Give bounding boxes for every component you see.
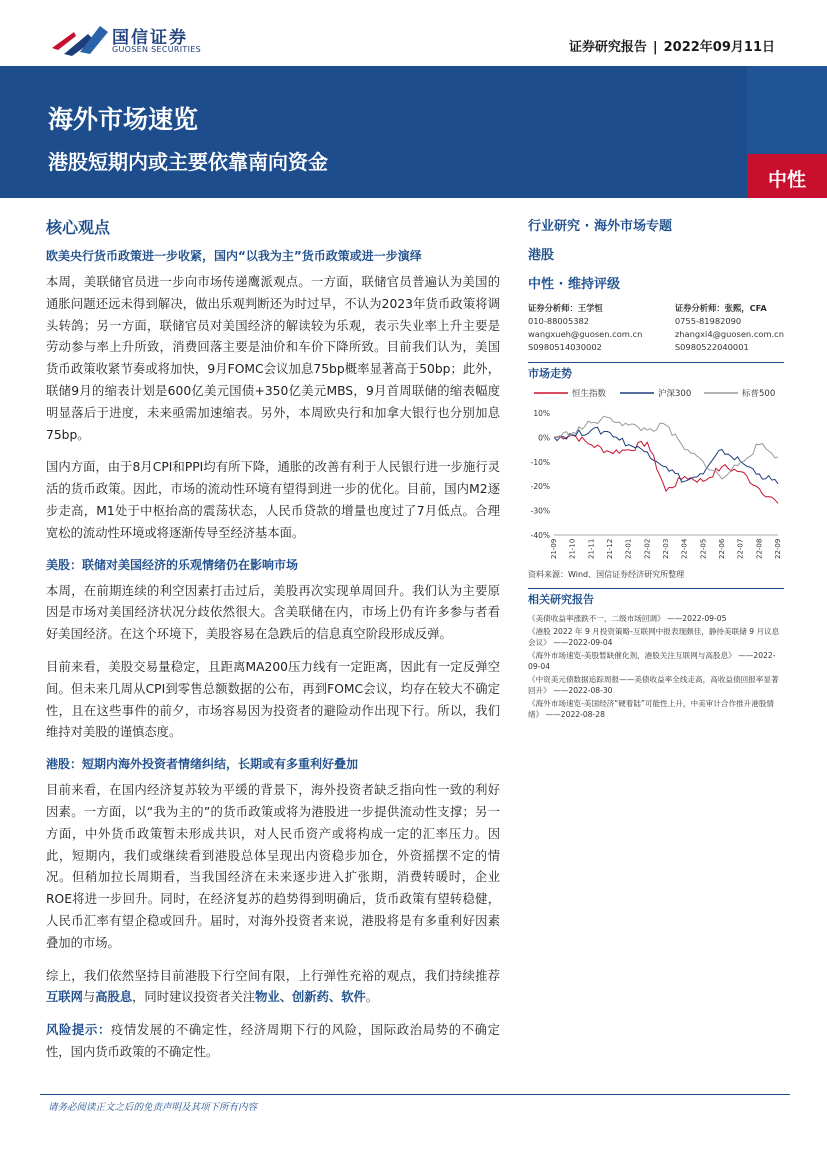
- x-tick-label: 22-08: [755, 538, 764, 559]
- report-meta: 证券研究报告 | 2022年09月11日: [568, 40, 775, 55]
- top-header: [0, 0, 827, 66]
- y-tick-label: -10%: [530, 457, 550, 467]
- x-tick-label: 22-04: [680, 538, 689, 559]
- y-tick-label: 10%: [533, 409, 550, 418]
- x-tick-label: 22-06: [718, 538, 726, 559]
- analyst-1-email: wangxueh@guosen.com.cn: [528, 329, 643, 339]
- related-report-item[interactable]: 《海外市场速览-美国经济“硬着陆”可能性上升，中美审计合作推升港股情绪》 ——2022-08-28: [528, 698, 775, 719]
- x-tick-label: 22-09: [774, 538, 782, 559]
- report-date: 2022年09月11日: [663, 40, 775, 55]
- related-title: 相关研究报告: [528, 588, 784, 607]
- legend-label: 沪深300: [658, 389, 692, 399]
- rec-dividend: 高股息: [95, 990, 133, 1005]
- analyst-info: [528, 302, 784, 354]
- sidebar: [528, 215, 784, 722]
- page-subtitle: 港股短期内或主要依靠南向资金: [48, 150, 328, 174]
- analyst-1: 证券分析师：王学恒 010-88005382 wangxueh@guosen.com.cn S0980514030002: [528, 303, 643, 352]
- series-line-3: [554, 416, 778, 479]
- rating-line: 中性 · 维持评级: [528, 277, 620, 292]
- brand-name-en: GUOSEN SECURITIES: [112, 45, 201, 54]
- x-tick-label: 21-11: [587, 538, 596, 559]
- market-chart-svg: [528, 385, 784, 567]
- risk-label: 风险提示：: [46, 1023, 111, 1038]
- section-title: 核心观点: [46, 218, 111, 237]
- chart-source: 资料来源：Wind、国信证券经济研究所整理: [528, 570, 685, 579]
- rec-sectors: 物业、创新药、软件: [255, 990, 366, 1005]
- y-tick-label: -30%: [530, 506, 550, 516]
- paragraph-hk: 目前来看，在国内经济复苏较为平缓的背景下，海外投资者缺乏指向性一致的利好因素。一方面，以“我为主的”的货币政策或将为港股进一步提供流动性支撑；另一方面，中外货币政策暂未形成共识，对人民币资产或将构成一定的汇率压力。因此，短期内，我们或继续看到港股总体呈现出内资稳步加仓，外资摇摆不定的情况。但稍加拉长周期看，当我国经济在未来逐步进入扩张期，消费转暖时，企业ROE将进一步回升。同时，在经济复苏的趋势得到明确后，货币政策有望转稳健，人民币汇率有望企稳或回升。届时，对海外投资者来说，港股将是有多重利好因素叠加的市场。: [46, 783, 500, 950]
- sector-label: 港股: [528, 248, 555, 263]
- brand-name: 国信证券: [112, 28, 188, 48]
- subhead-policy: 欧美央行货币政策进一步收紧，国内“以我为主”货币政策或进一步演绎: [46, 249, 422, 263]
- analyst-2: 证券分析师：张熙，CFA 0755-81982090 zhangxi4@guosen.com.cn S0980522040001: [674, 303, 784, 352]
- main-content: [46, 215, 500, 1075]
- subhead-hk-stocks: 港股：短期内海外投资者情绪纠结，长期或有多重利好叠加: [46, 757, 359, 772]
- x-tick-label: 21-12: [606, 538, 614, 559]
- x-tick-label: 22-05: [699, 538, 708, 559]
- page-title: 海外市场速览: [48, 105, 199, 134]
- chart-title: 市场走势: [528, 362, 784, 381]
- series-line-2: [554, 427, 778, 483]
- y-tick-label: -40%: [530, 531, 550, 540]
- legend-label: 标普500: [742, 389, 776, 399]
- analyst-2-email: zhangxi4@guosen.com.cn: [674, 329, 784, 339]
- footer-divider: [40, 1094, 790, 1095]
- market-chart: [528, 385, 784, 567]
- paragraph-risk: 风险提示：疫情发展的不确定性，经济周期下行的风险，国际政治局势的不确定性，国内货币政策的不确定性。: [46, 1023, 500, 1059]
- related-report-item[interactable]: 《港股 2022 年 9 月投资策略-互联网中报表现颇佳，静待美联储 9 月议息会议》 ——2022-09-04: [528, 626, 780, 647]
- paragraph-domestic: 国内方面，由于8月CPI和PPI均有所下降，通胀的改善有利于人民银行进一步施行灵活的货币政策。因此，市场的流动性环境有望得到进一步的优化。目前，国内M2逐步走高，M1处于中枢抬高的震荡状态，人民币贷款的增量也度过了7月低点。合理宽松的流动性环境或将逐渐传导至经济基本面。: [46, 460, 500, 540]
- y-tick-label: -20%: [530, 482, 550, 492]
- paragraph-us-1: 本周，在前期连续的利空因素打击过后，美股再次实现单周回升。我们认为主要原因是市场对美国经济状况分歧依然很大。含美联储在内，市场上仍有许多参与者看好美国经济。在这个环境下，美股容易在急跌后的信息真空阶段形成反弹。: [46, 583, 500, 642]
- series-line-1: [554, 435, 778, 503]
- subhead-us-stocks: 美股：联储对美国经济的乐观情绪仍在影响市场: [46, 557, 299, 572]
- related-report-item[interactable]: 《美债收益率涨跌不一，二级市场回调》 ——2022-09-05: [528, 614, 727, 623]
- footer-disclaimer: 请务必阅读正文之后的免责声明及其项下所有内容: [48, 1102, 258, 1113]
- related-reports: [528, 613, 784, 721]
- guosen-logo-icon: [50, 22, 110, 56]
- legend-label: 恒生指数: [572, 389, 607, 399]
- report-type: 证券研究报告: [568, 40, 647, 55]
- rec-internet: 互联网: [46, 990, 83, 1005]
- x-tick-label: 22-01: [624, 538, 633, 559]
- rating-badge: 中性: [747, 154, 827, 198]
- x-tick-label: 21-10: [568, 538, 577, 559]
- paragraph-fed: 本周，美联储官员进一步向市场传递鹰派观点。一方面，联储官员普遍认为美国的通胀问题还远未得到解决，做出乐观判断还为时过早，不认为2023年货币政策将调头转鸽；另一方面，联储官员对美国经济的解读较为乐观，表示失业率上升主要是劳动参与率上升所致，消费回落主要是油价和车价下降所致。目前我们认为，美国货币政策收紧节奏或将加快，9月FOMC会议加息75bp概率显著高于50bp；此外，联储9月的缩表计划是600亿美元国债+350亿美元MBS，9月首周联储的缩表幅度明显落后于进度，未来亟需加速缩表。另外，本周欧央行和加拿大银行也分别加息75bp。: [46, 275, 500, 442]
- related-report-item[interactable]: 《海外市场速览-美股暂缺催化剂，港股关注互联网与高股息》 ——2022-09-04: [528, 650, 776, 671]
- paragraph-conclusion: 综上，我们依然坚持目前港股下行空间有限，上行弹性充裕的观点，我们持续推荐互联网与高股息，同时建议投资者关注物业、创新药、软件。: [46, 968, 500, 1005]
- related-report-item[interactable]: 《中资美元债数据追踪周报——美债收益率全线走高，高收益债回报率显著回升》 ——2022-08-30: [528, 674, 779, 695]
- title-banner: [0, 66, 827, 198]
- x-tick-label: 22-03: [662, 538, 670, 559]
- x-tick-label: 21-09: [550, 538, 558, 559]
- y-tick-label: 0%: [538, 433, 550, 443]
- paragraph-us-2: 目前来看，美股交易量稳定，且距离MA200压力线有一定距离，因此有一定反弹空间。但未来几周从CPI到零售总额数据的公布，再到FOMC会议，均存在较大不确定性，且在这些事件的前夕，市场容易因为投资者的避险动作出现下行。所以，我们维持对美股的谨慎态度。: [46, 659, 500, 740]
- x-tick-label: 22-07: [736, 538, 745, 559]
- industry-label: 行业研究 · 海外市场专题: [528, 219, 672, 234]
- x-tick-label: 22-02: [643, 538, 652, 559]
